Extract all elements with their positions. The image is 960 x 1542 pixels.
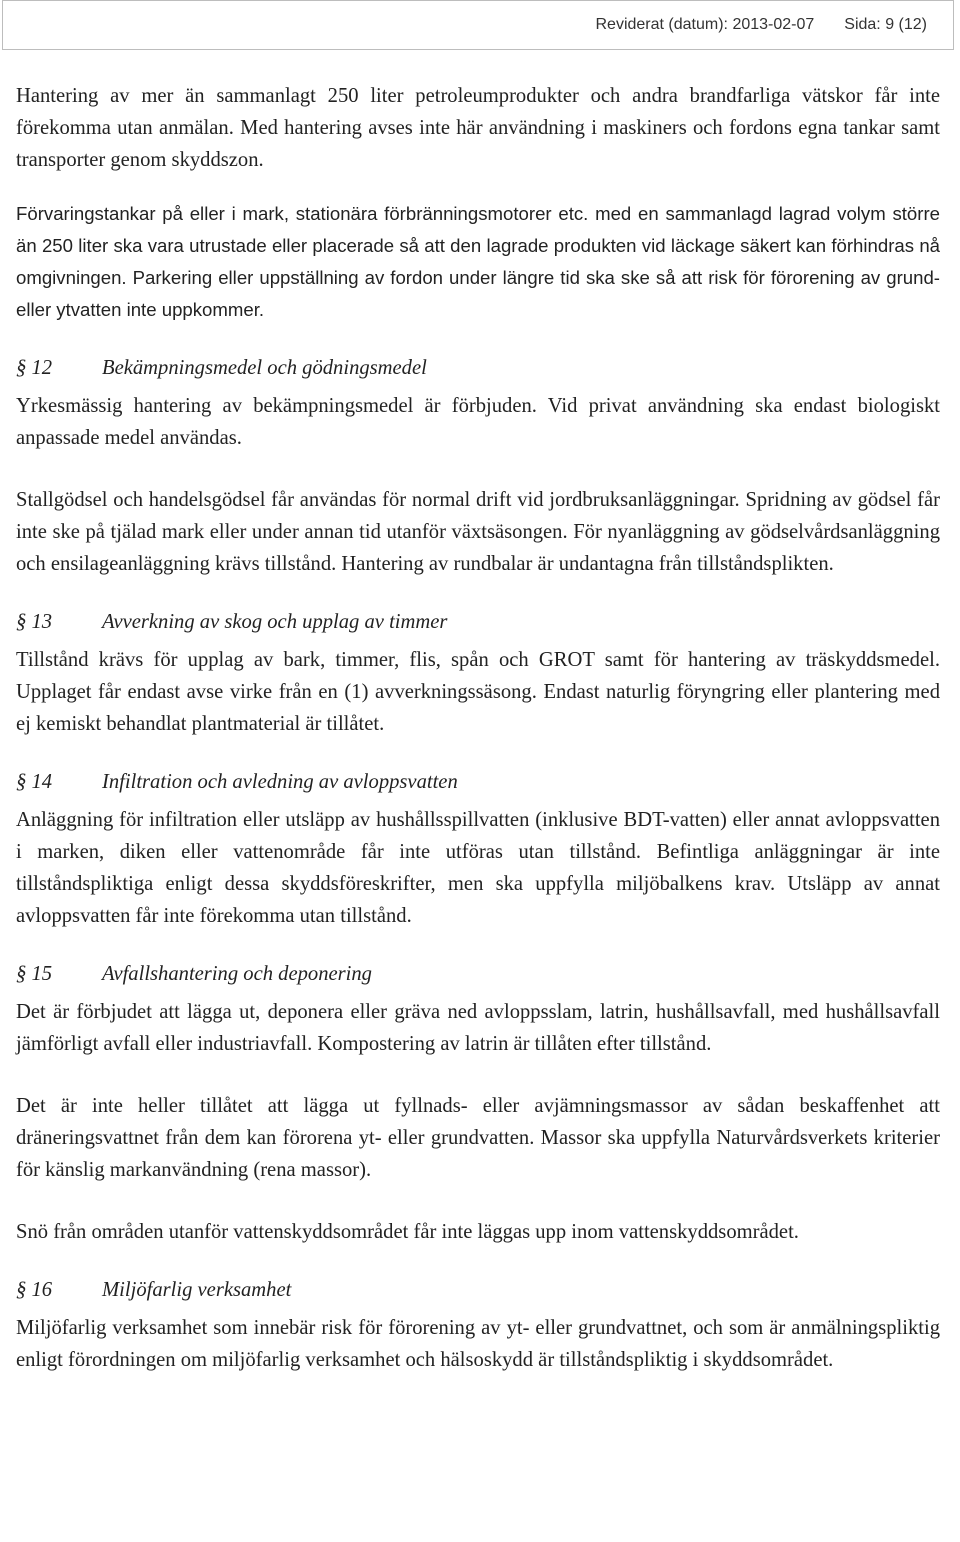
section-number: § 13 [16,611,53,633]
paragraph: Yrkesmässig hantering av bekämpningsmedel är förbjuden. Vid privat användning ska endast biologiskt anpassade medel användas. [16,395,940,449]
section-title: Avverkning av skog och upplag av timmer [102,611,448,633]
paragraph: Snö från områden utanför vattenskyddsområdet får inte läggas upp inom vattenskyddsområdet. [16,1221,799,1243]
paragraph: Tillstånd krävs för upplag av bark, timmer, flis, spån och GROT samt för hantering av träskyddsmedel. Upplaget får endast avse virke från en (1) avverkningssäsong. Endast naturlig föryngring eller plantering med ej kemiskt behandlat plantmaterial är tillåtet. [16,649,940,735]
section-heading-15 [16,958,940,990]
paragraph: Det är förbjudet att lägga ut, deponera eller gräva ned avloppsslam, latrin, hushållsavfall, med hushållsavfall jämförligt avfall eller industriavfall. Kompostering av latrin är tillåten efter tillstånd. [16,1001,940,1055]
section-number: § 16 [16,1279,53,1301]
paragraph: Det är inte heller tillåtet att lägga ut fyllnads- eller avjämningsmassor av sådan beskaffenhet att dräneringsvattnet från dem kan förorena yt- eller grundvatten. Massor ska uppfylla Naturvårdsverkets kriterier för känslig markanvändning (rena massor). [16,1095,940,1181]
revision-date: Reviderat (datum): 2013-02-07 [595,16,815,33]
section-title: Bekämpningsmedel och gödningsmedel [102,357,427,379]
section-title: Miljöfarlig verksamhet [102,1279,292,1301]
header-info [596,16,928,34]
section-title: Avfallshantering och deponering [102,963,372,985]
section-heading-12 [16,352,940,384]
section-number: § 12 [16,357,53,379]
section-heading-16 [16,1274,940,1306]
paragraph: Stallgödsel och handelsgödsel får användas för normal drift vid jordbruksanläggningar. Spridning av gödsel får inte ske på tjälad mark eller under annan tid utanför växtsäsongen. För nyanläggning av gödselvårdsanläggning och ensilageanläggning krävs tillstånd. Hantering av rundbalar är undantagna från tillståndsplikten. [16,489,940,575]
paragraph: Hantering av mer än sammanlagt 250 liter petroleumprodukter och andra brandfarliga vätskor får inte förekomma utan anmälan. Med hantering avses inte här användning i maskiners och fordons egna tankar samt transporter genom skyddszon. [16,85,940,171]
section-heading-13 [16,606,940,638]
section-number: § 14 [16,771,53,793]
paragraph: Anläggning för infiltration eller utsläpp av hushållsspillvatten (inklusive BDT-vatten) eller annat avloppsvatten i marken, diken eller vattenområde får inte utföras utan tillstånd. Befintliga anläggningar är inte tillståndspliktiga enligt dessa skyddsföreskrifter, men ska uppfylla miljöbalkens krav. Utsläpp av annat avloppsvatten får inte förekomma utan tillstånd. [16,809,940,927]
section-heading-14 [16,766,940,798]
paragraph: Förvaringstankar på eller i mark, stationära förbränningsmotorer etc. med en sammanlagd lagrad volym större än 250 liter ska vara utrustade eller placerade så att den lagrade produkten vid läckage säkert kan förhindras nå omgivningen. Parkering eller uppställning av fordon under längre tid ska ske så att risk för förorening av grund- eller ytvatten inte uppkommer. [16,203,940,320]
paragraph: Miljöfarlig verksamhet som innebär risk för förorening av yt- eller grundvattnet, och som är anmälningspliktig enligt förordningen om miljöfarlig verksamhet och hälsoskydd är tillståndspliktig i skyddsområdet. [16,1317,940,1371]
page-number: Sida: 9 (12) [844,16,927,33]
document-body [16,80,940,1376]
page-header [2,0,954,50]
section-number: § 15 [16,963,53,985]
section-title: Infiltration och avledning av avloppsvatten [102,771,458,793]
